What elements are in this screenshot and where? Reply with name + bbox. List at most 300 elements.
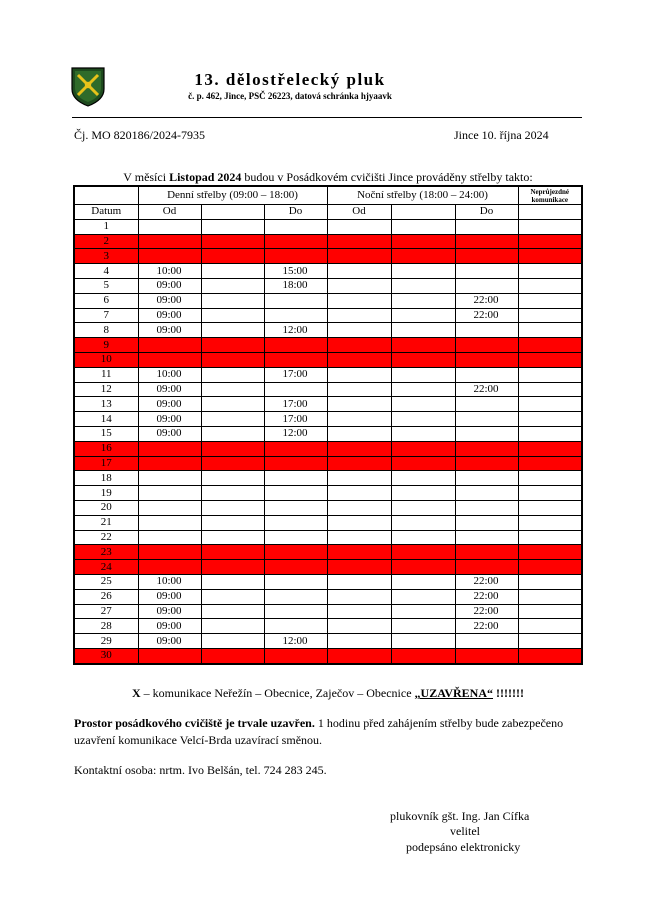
table-row [74, 589, 582, 604]
extra-cell [518, 323, 582, 338]
date-cell: 13 [74, 397, 138, 412]
date-cell: 2 [74, 234, 138, 249]
night-mid-cell [391, 545, 455, 560]
col-extra [518, 205, 582, 220]
night-mid-cell [391, 264, 455, 279]
col-datum: Datum [74, 205, 138, 220]
night-do-cell [455, 367, 518, 382]
extra-cell [518, 397, 582, 412]
date-cell: 18 [74, 471, 138, 486]
night-od-cell [327, 604, 391, 619]
table-row [74, 352, 582, 367]
night-mid-cell [391, 619, 455, 634]
table-row [74, 234, 582, 249]
extra-cell [518, 619, 582, 634]
table-row [74, 574, 582, 589]
day-od-cell [138, 352, 201, 367]
extra-cell [518, 500, 582, 515]
night-mid-cell [391, 604, 455, 619]
night-do-cell: 22:00 [455, 589, 518, 604]
night-mid-cell [391, 352, 455, 367]
night-od-cell [327, 338, 391, 353]
table-row [74, 397, 582, 412]
day-od-cell [138, 441, 201, 456]
night-mid-cell [391, 515, 455, 530]
night-mid-cell [391, 249, 455, 264]
table-row [74, 648, 582, 663]
day-mid-cell [201, 278, 264, 293]
date-cell: 6 [74, 293, 138, 308]
night-do-cell: 22:00 [455, 574, 518, 589]
table-row [74, 338, 582, 353]
night-do-cell [455, 648, 518, 663]
night-od-cell [327, 234, 391, 249]
signature-name: plukovník gšt. Ing. Jan Cífka [390, 809, 530, 823]
day-mid-cell [201, 545, 264, 560]
extra-cell [518, 234, 582, 249]
day-od-cell: 09:00 [138, 397, 201, 412]
night-od-cell [327, 471, 391, 486]
extra-cell [518, 648, 582, 663]
night-do-cell: 22:00 [455, 293, 518, 308]
day-do-cell: 12:00 [264, 323, 327, 338]
extra-cell [518, 382, 582, 397]
day-od-cell [138, 648, 201, 663]
night-od-cell [327, 352, 391, 367]
night-do-cell [455, 500, 518, 515]
night-do-cell [455, 352, 518, 367]
extra-cell [518, 264, 582, 279]
col-night-empty [391, 205, 455, 220]
table-row [74, 500, 582, 515]
night-do-cell [455, 515, 518, 530]
day-do-cell [264, 486, 327, 501]
day-do-cell [264, 500, 327, 515]
date-cell: 25 [74, 574, 138, 589]
extra-cell [518, 278, 582, 293]
night-od-cell [327, 515, 391, 530]
day-od-cell: 10:00 [138, 574, 201, 589]
day-do-cell [264, 382, 327, 397]
note-text: – komunikace Neřežín – Obecnice, Zaječov – Obecnice [140, 686, 415, 700]
closed-roads-header: Neprůjezdné komunikace [518, 186, 582, 205]
date-cell: 21 [74, 515, 138, 530]
extra-cell [518, 293, 582, 308]
night-od-cell [327, 278, 391, 293]
day-do-cell: 17:00 [264, 367, 327, 382]
night-mid-cell [391, 500, 455, 515]
table-row [74, 293, 582, 308]
night-do-cell [455, 264, 518, 279]
day-od-cell: 09:00 [138, 426, 201, 441]
col-night-do: Do [455, 205, 518, 220]
table-header-row [74, 186, 582, 205]
day-od-cell: 09:00 [138, 604, 201, 619]
extra-cell [518, 426, 582, 441]
night-od-cell [327, 441, 391, 456]
night-mid-cell [391, 471, 455, 486]
date-cell: 5 [74, 278, 138, 293]
date-cell: 30 [74, 648, 138, 663]
night-do-cell [455, 530, 518, 545]
night-do-cell [455, 219, 518, 234]
date-cell: 24 [74, 560, 138, 575]
extra-cell [518, 441, 582, 456]
night-od-cell [327, 397, 391, 412]
day-mid-cell [201, 249, 264, 264]
day-od-cell: 09:00 [138, 619, 201, 634]
night-mid-cell [391, 308, 455, 323]
table-row [74, 604, 582, 619]
day-do-cell [264, 648, 327, 663]
date-cell: 16 [74, 441, 138, 456]
closure-paragraph [74, 715, 582, 749]
date-cell: 20 [74, 500, 138, 515]
extra-cell [518, 249, 582, 264]
intro-before: V měsíci [123, 170, 170, 184]
day-mid-cell [201, 412, 264, 427]
night-mid-cell [391, 219, 455, 234]
table-row [74, 412, 582, 427]
night-do-cell [455, 471, 518, 486]
extra-cell [518, 574, 582, 589]
date-cell: 29 [74, 634, 138, 649]
date-cell: 14 [74, 412, 138, 427]
col-night-od: Od [327, 205, 391, 220]
table-row [74, 515, 582, 530]
intro-month: Listopad 2024 [169, 170, 242, 184]
night-do-cell [455, 323, 518, 338]
day-do-cell [264, 604, 327, 619]
day-od-cell: 09:00 [138, 589, 201, 604]
day-do-cell: 17:00 [264, 397, 327, 412]
table-subheader-row [74, 205, 582, 220]
day-mid-cell [201, 426, 264, 441]
day-mid-cell [201, 530, 264, 545]
night-od-cell [327, 426, 391, 441]
day-do-cell [264, 456, 327, 471]
table-row [74, 382, 582, 397]
day-do-cell [264, 293, 327, 308]
day-od-cell: 09:00 [138, 323, 201, 338]
night-od-cell [327, 560, 391, 575]
extra-cell [518, 367, 582, 382]
day-mid-cell [201, 308, 264, 323]
night-mid-cell [391, 589, 455, 604]
night-do-cell: 22:00 [455, 619, 518, 634]
day-od-cell [138, 530, 201, 545]
night-mid-cell [391, 293, 455, 308]
night-od-cell [327, 293, 391, 308]
day-mid-cell [201, 338, 264, 353]
night-od-cell [327, 589, 391, 604]
day-do-cell [264, 619, 327, 634]
table-row [74, 560, 582, 575]
day-do-cell [264, 471, 327, 486]
day-do-cell [264, 249, 327, 264]
day-mid-cell [201, 397, 264, 412]
day-mid-cell [201, 486, 264, 501]
day-do-cell: 15:00 [264, 264, 327, 279]
night-mid-cell [391, 412, 455, 427]
extra-cell [518, 219, 582, 234]
paragraph-bold: Prostor posádkového cvičiště je trvale uzavřen. [74, 716, 315, 730]
table-row [74, 441, 582, 456]
page-title: 13. dělostřelecký pluk [194, 70, 386, 89]
night-od-cell [327, 323, 391, 338]
day-mid-cell [201, 323, 264, 338]
day-od-cell [138, 234, 201, 249]
date-cell: 8 [74, 323, 138, 338]
day-od-cell: 09:00 [138, 278, 201, 293]
date-cell: 19 [74, 486, 138, 501]
day-od-cell: 10:00 [138, 367, 201, 382]
night-od-cell [327, 486, 391, 501]
night-mid-cell [391, 382, 455, 397]
intro-text [74, 170, 582, 185]
day-do-cell [264, 589, 327, 604]
table-row [74, 264, 582, 279]
extra-cell [518, 604, 582, 619]
day-do-cell: 12:00 [264, 634, 327, 649]
night-mid-cell [391, 278, 455, 293]
schedule-table [73, 185, 583, 665]
night-do-cell: 22:00 [455, 604, 518, 619]
night-od-cell [327, 412, 391, 427]
date-cell: 9 [74, 338, 138, 353]
date-cell: 27 [74, 604, 138, 619]
address-line: č. p. 462, Jince, PSČ 26223, datová schránka hjyaavk [188, 91, 392, 101]
night-mid-cell [391, 338, 455, 353]
day-od-cell [138, 249, 201, 264]
night-mid-cell [391, 367, 455, 382]
date-cell: 4 [74, 264, 138, 279]
night-od-cell [327, 634, 391, 649]
night-firing-header: Noční střelby (18:00 – 24:00) [327, 186, 518, 205]
night-od-cell [327, 574, 391, 589]
table-row [74, 619, 582, 634]
day-od-cell: 09:00 [138, 412, 201, 427]
col-day-do: Do [264, 205, 327, 220]
day-od-cell: 10:00 [138, 264, 201, 279]
day-do-cell [264, 234, 327, 249]
date-cell: 15 [74, 426, 138, 441]
night-mid-cell [391, 426, 455, 441]
night-do-cell [455, 441, 518, 456]
day-mid-cell [201, 515, 264, 530]
day-od-cell: 09:00 [138, 308, 201, 323]
day-do-cell [264, 338, 327, 353]
night-mid-cell [391, 441, 455, 456]
night-od-cell [327, 367, 391, 382]
extra-cell [518, 486, 582, 501]
night-do-cell [455, 278, 518, 293]
night-mid-cell [391, 486, 455, 501]
table-row [74, 530, 582, 545]
table-row [74, 634, 582, 649]
night-mid-cell [391, 456, 455, 471]
night-do-cell: 22:00 [455, 308, 518, 323]
day-od-cell [138, 560, 201, 575]
table-row [74, 471, 582, 486]
day-do-cell [264, 308, 327, 323]
table-row [74, 426, 582, 441]
table-row [74, 323, 582, 338]
night-do-cell [455, 234, 518, 249]
night-do-cell [455, 397, 518, 412]
day-od-cell: 09:00 [138, 293, 201, 308]
night-od-cell [327, 545, 391, 560]
extra-cell [518, 412, 582, 427]
date-cell: 26 [74, 589, 138, 604]
date-cell: 28 [74, 619, 138, 634]
contact-line: Kontaktní osoba: nrtm. Ivo Belšán, tel. 724 283 245. [74, 763, 327, 777]
header-empty-cell [74, 186, 138, 205]
night-mid-cell [391, 574, 455, 589]
night-od-cell [327, 500, 391, 515]
table-row [74, 486, 582, 501]
day-do-cell: 18:00 [264, 278, 327, 293]
table-row [74, 367, 582, 382]
day-od-cell [138, 515, 201, 530]
date-cell: 7 [74, 308, 138, 323]
extra-cell [518, 530, 582, 545]
road-closure-note [74, 686, 582, 701]
regiment-emblem-icon [70, 67, 106, 107]
night-do-cell: 22:00 [455, 382, 518, 397]
day-do-cell: 17:00 [264, 412, 327, 427]
day-do-cell [264, 441, 327, 456]
date-cell: 10 [74, 352, 138, 367]
extra-cell [518, 338, 582, 353]
day-do-cell [264, 574, 327, 589]
date-cell: 22 [74, 530, 138, 545]
extra-cell [518, 545, 582, 560]
night-do-cell [455, 249, 518, 264]
day-od-cell [138, 456, 201, 471]
extra-cell [518, 515, 582, 530]
night-do-cell [455, 634, 518, 649]
col-day-od: Od [138, 205, 201, 220]
day-mid-cell [201, 589, 264, 604]
col-day-empty [201, 205, 264, 220]
day-mid-cell [201, 264, 264, 279]
day-mid-cell [201, 634, 264, 649]
date-cell: 3 [74, 249, 138, 264]
day-mid-cell [201, 382, 264, 397]
night-do-cell [455, 338, 518, 353]
extra-cell [518, 352, 582, 367]
signature-role: velitel [450, 824, 480, 838]
intro-after: budou v Posádkovém cvičišti Jince prováděny střelby takto: [241, 170, 533, 184]
night-do-cell [455, 456, 518, 471]
day-mid-cell [201, 604, 264, 619]
day-mid-cell [201, 293, 264, 308]
night-mid-cell [391, 234, 455, 249]
note-prefix: X [132, 686, 141, 700]
night-mid-cell [391, 323, 455, 338]
night-do-cell [455, 412, 518, 427]
day-mid-cell [201, 367, 264, 382]
date-cell: 11 [74, 367, 138, 382]
day-od-cell [138, 500, 201, 515]
extra-cell [518, 589, 582, 604]
day-od-cell: 09:00 [138, 634, 201, 649]
night-od-cell [327, 264, 391, 279]
night-mid-cell [391, 397, 455, 412]
night-od-cell [327, 456, 391, 471]
extra-cell [518, 456, 582, 471]
day-do-cell [264, 352, 327, 367]
night-do-cell [455, 486, 518, 501]
day-od-cell [138, 471, 201, 486]
night-od-cell [327, 219, 391, 234]
day-mid-cell [201, 619, 264, 634]
day-do-cell [264, 545, 327, 560]
date-cell: 23 [74, 545, 138, 560]
extra-cell [518, 471, 582, 486]
table-row [74, 545, 582, 560]
day-do-cell [264, 530, 327, 545]
night-do-cell [455, 426, 518, 441]
day-od-cell: 09:00 [138, 382, 201, 397]
extra-cell [518, 560, 582, 575]
reference-number: Čj. MO 820186/2024-7935 [74, 128, 206, 142]
day-mid-cell [201, 471, 264, 486]
night-od-cell [327, 619, 391, 634]
extra-cell [518, 634, 582, 649]
night-do-cell [455, 560, 518, 575]
night-mid-cell [391, 530, 455, 545]
day-mid-cell [201, 574, 264, 589]
day-do-cell [264, 219, 327, 234]
day-mid-cell [201, 219, 264, 234]
day-mid-cell [201, 441, 264, 456]
night-od-cell [327, 249, 391, 264]
date-cell: 17 [74, 456, 138, 471]
paragraph-rest: 1 hodinu před zahájením střelby bude zabezpečeno uzavření komunikace Velcí-Brda uzavírací směnou. [74, 716, 564, 747]
night-mid-cell [391, 648, 455, 663]
extra-cell [518, 308, 582, 323]
header-divider [72, 117, 582, 118]
night-od-cell [327, 382, 391, 397]
night-mid-cell [391, 634, 455, 649]
document-date: Jince 10. října 2024 [454, 128, 549, 142]
table-row [74, 278, 582, 293]
day-firing-header: Denní střelby (09:00 – 18:00) [138, 186, 327, 205]
signature-note: podepsáno elektronicky [406, 840, 521, 854]
day-od-cell [138, 338, 201, 353]
day-do-cell [264, 515, 327, 530]
table-row [74, 249, 582, 264]
night-od-cell [327, 308, 391, 323]
day-mid-cell [201, 234, 264, 249]
night-od-cell [327, 530, 391, 545]
day-od-cell [138, 486, 201, 501]
day-mid-cell [201, 500, 264, 515]
day-mid-cell [201, 352, 264, 367]
day-mid-cell [201, 456, 264, 471]
date-cell: 12 [74, 382, 138, 397]
night-mid-cell [391, 560, 455, 575]
note-status: „UZAVŘENA“ [414, 686, 494, 700]
day-do-cell [264, 560, 327, 575]
night-do-cell [455, 545, 518, 560]
day-do-cell: 12:00 [264, 426, 327, 441]
day-mid-cell [201, 648, 264, 663]
note-bangs: !!!!!!! [493, 686, 524, 700]
day-od-cell [138, 545, 201, 560]
